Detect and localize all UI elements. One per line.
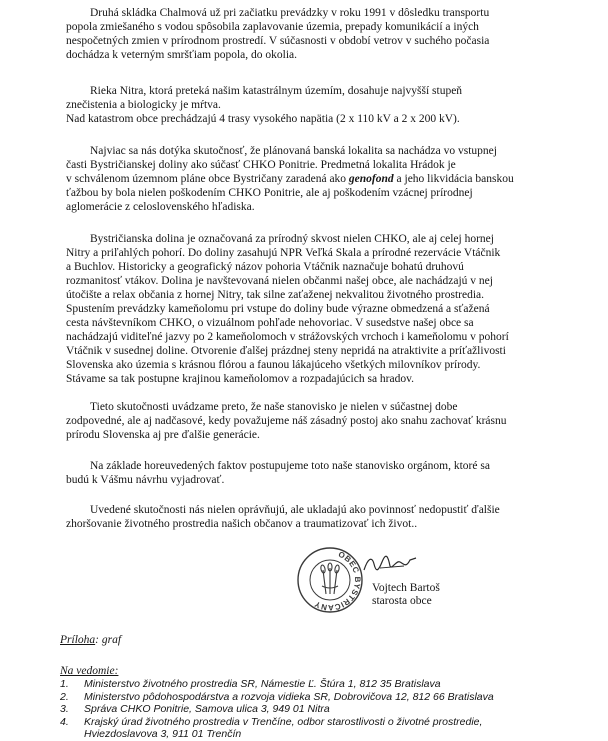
svg-text:OBEC BYSTRIČANY: OBEC BYSTRIČANY [312, 549, 363, 613]
list-number: 3. [60, 703, 69, 715]
text-line: a Buchlov. Historicky a geografický názov pohoria Vtáčnik naznačuje bohatú druhovú [66, 261, 464, 273]
list-item-text: Ministerstvo životného prostredia SR, Námestie Ľ. Štúra 1, 812 35 Bratislava [84, 678, 441, 690]
list-item [60, 716, 580, 741]
list-item [60, 678, 580, 691]
text-line: znečistenia a biologicky je mŕtva. [66, 99, 221, 111]
text-line: Uvedené skutočnosti nás nielen oprávňujú, ale ukladajú ako povinnosť nedopustiť ďalšie [90, 504, 500, 516]
text-line: budú k Vášmu návrhu vyjadrovať. [66, 474, 225, 486]
list-item [60, 703, 580, 716]
paragraph-nitra-river [66, 84, 564, 126]
list-item-text: Hviezdoslavova 3, 911 01 Trenčín [84, 728, 242, 740]
text-line: dochádza k veterným smršťiam popola, do okolia. [66, 49, 298, 61]
attachment-label: Príloha [60, 634, 96, 646]
text-line: Nitry a priľahlých pohorí. Do doliny zasahujú NPR Veľká Skala a prírodné rezervácie Vtáčnik [66, 247, 501, 259]
text-line: Stávame sa tak postupne krajinou kameňolomov a rozpadajúcich sa hradov. [66, 373, 414, 385]
list-number: 4. [60, 715, 69, 728]
list-item [60, 691, 580, 704]
paragraph-responsibility [66, 400, 564, 442]
text-line: rozmanitosť vtákov. Dolina je navštevovaná nielen občanmi našej obce, ale nachádzajú v nej [66, 275, 493, 287]
signer-role: starosta obce [372, 595, 432, 607]
paragraph-mining-locality [66, 144, 564, 214]
text-line: nachádzajú viditeľné jazvy po 2 kameňolomoch v strážovských vrchoch i kameňolomu v pohorí [66, 331, 509, 343]
text-line: časti Bystričianskej doliny ako súčasť CHKO Ponitrie. Predmetná lokalita Hrádok je [66, 159, 456, 171]
cc-list [60, 678, 580, 741]
attachment-line [60, 633, 121, 647]
text-line: Druhá skládka Chalmová už pri začiatku prevádzky v roku 1991 v dôsledku transportu [90, 7, 490, 19]
text-span: v schválenom územnom pláne obce Bystričany zaradená ako [66, 173, 349, 185]
attachment-value: : graf [95, 634, 122, 646]
paragraph-forwarding [66, 459, 564, 487]
handwritten-signature [360, 552, 420, 576]
text-line: nespočetných zmien v prírodnom prostredí. V súčasnosti v období vetrov v suchého počasia [66, 35, 490, 47]
paragraph-conclusion [66, 503, 564, 531]
emphasis-genofond: genofond [348, 173, 394, 185]
text-line: zhoršovanie životného prostredia našich občanov a traumatizovať ich život.. [66, 518, 418, 530]
text-line: Najviac sa nás dotýka skutočnosť, že plánovaná banská lokalita sa nachádza vo vstupnej [90, 145, 497, 157]
text-line: Vtáčnik v susednej doline. Otvorenie ďalšej prázdnej steny nepridá na atraktivite a príťažlivosti [66, 345, 506, 357]
list-item-text: Správa CHKO Ponitrie, Samova ulica 3, 949 01 Nitra [84, 703, 330, 715]
list-item-text: Ministerstvo pôdohospodárstva a rozvoja vidieka SR, Dobrovičova 12, 812 66 Bratislava [84, 690, 494, 703]
list-number: 2. [60, 690, 69, 703]
text-line: Nad katastrom obce prechádzajú 4 trasy vysokého napätia (2 x 110 kV a 2 x 200 kV). [66, 113, 460, 125]
text-line: Slovenska ako územia s krásnou flórou a faunou lákajúceho všetkých milovníkov prírody. [66, 359, 481, 371]
text-line: cesta návštevníkom CHKO, o vizuálnom pohľade nehovoriac. V susedstve našej obce sa [66, 317, 474, 329]
paragraph-chalmova-landfill [66, 6, 564, 62]
list-item-text: Krajský úrad životného prostredia v Trenčíne, odbor starostlivosti o životné prostredie, [84, 715, 483, 728]
paragraph-bystricianska-valley [66, 232, 564, 386]
municipal-seal [296, 546, 364, 614]
list-number: 1. [60, 678, 69, 690]
text-span: a jeho likvidácia banskou [393, 173, 514, 185]
text-line-with-emphasis [66, 172, 564, 186]
text-line: Rieka Nitra, ktorá preteká našim katastrálnym územím, dosahuje najvyšší stupeň [90, 85, 463, 97]
signature-block [372, 582, 440, 608]
text-line: zodpovedné, ale aj nadčasové, kedy považujeme náš zásadný postoj ako snahu zachovať krásnu [66, 415, 507, 427]
text-line: Na základe horeuvedených faktov postupujeme toto naše stanovisko orgánom, ktoré sa [90, 460, 490, 472]
cc-title: Na vedomie: [60, 665, 119, 677]
text-line: Spustením prevádzky kameňolomu pri vstupe do doliny bude výrazne obmedzená a sťažená [66, 303, 490, 315]
text-line: aglomerácie z celoslovenského hľadiska. [66, 201, 255, 213]
text-line: útočište a relax občania z hornej Nitry, tak silne zaťaženej nekvalitou životného prostredia. [66, 289, 485, 301]
text-line: Bystričianska dolina je označovaná za prírodný skvost nielen CHKO, ale aj celej hornej [90, 233, 494, 245]
text-line: Tieto skutočnosti uvádzame preto, že naše stanovisko je nielen v súčastnej dobe [90, 401, 458, 413]
text-line: ťažbou by bola nielen poškodením CHKO Ponitrie, ale aj poškodením vzácnej prírodnej [66, 187, 473, 199]
text-line: popola zmiešaného s vodou spôsobila zaplavovanie územia, prepady komunikácií a iných [66, 21, 479, 33]
signer-name: Vojtech Bartoš [372, 582, 440, 594]
text-line: prírodu Slovenska aj pre ďalšie generácie. [66, 429, 260, 441]
